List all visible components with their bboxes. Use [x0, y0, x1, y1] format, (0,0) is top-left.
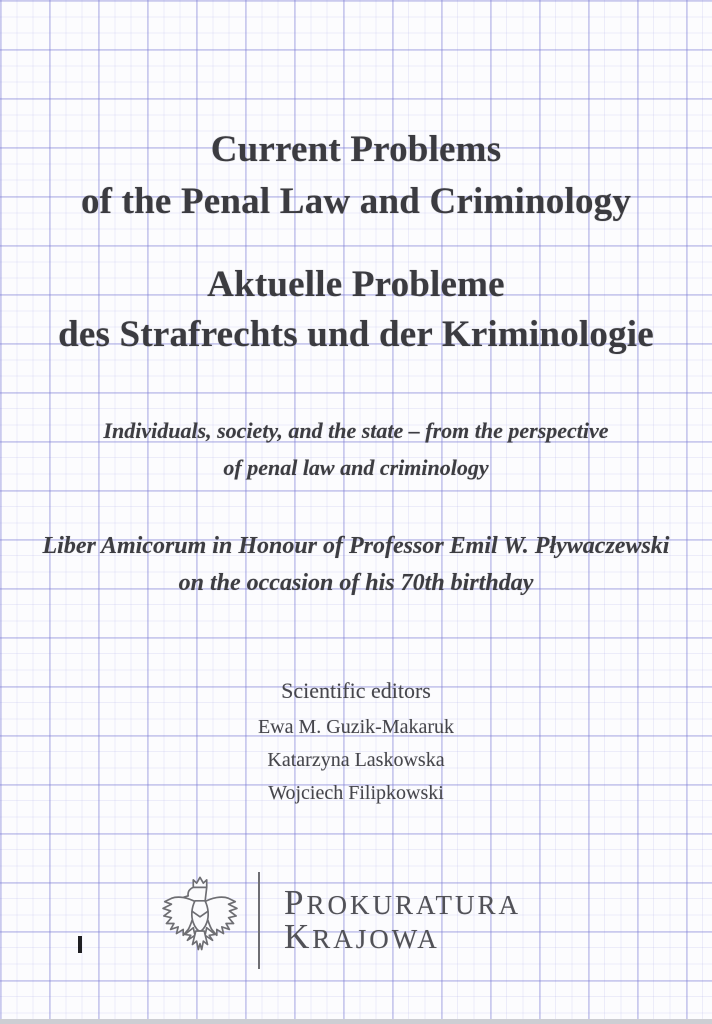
editor-name: Ewa M. Guzik-Makaruk — [257, 716, 455, 738]
registration-tick-mark — [78, 936, 82, 953]
publisher-name-line2: KRAJOWA — [284, 916, 440, 956]
scan-edge-shadow — [0, 1019, 712, 1024]
editors-heading: Scientific editors — [281, 678, 431, 703]
editors-section — [0, 676, 712, 810]
book-title-german-line1: Aktuelle Probleme — [207, 264, 505, 305]
publisher-name — [284, 882, 521, 956]
book-subtitle-line1: Individuals, society, and the state – from the perspective — [103, 418, 609, 443]
book-subtitle-line2: of penal law and criminology — [223, 455, 489, 480]
book-title-english-line1: Current Problems — [210, 129, 502, 170]
dedication-line2: on the occasion of his 70th birthday — [178, 570, 534, 596]
dedication-line1: Liber Amicorum in Honour of Professor Emil W. Pływaczewski — [42, 533, 670, 559]
editor-name: Katarzyna Laskowska — [267, 749, 445, 771]
polish-eagle-icon — [158, 873, 242, 969]
book-title-german-line2: des Strafrechts und der Kriminologie — [58, 314, 654, 355]
book-title-english-line2: of the Penal Law and Criminology — [80, 181, 632, 222]
publisher-name-line1: PROKURATURA — [284, 882, 521, 922]
book-title-english — [0, 124, 712, 228]
publisher-logo — [158, 872, 521, 969]
book-subtitle — [0, 412, 712, 486]
dedication-text — [0, 528, 712, 602]
editor-name-list — [0, 711, 712, 810]
book-title-german — [0, 260, 712, 360]
logo-divider — [258, 872, 260, 969]
editor-name: Wojciech Filipkowski — [268, 782, 444, 804]
